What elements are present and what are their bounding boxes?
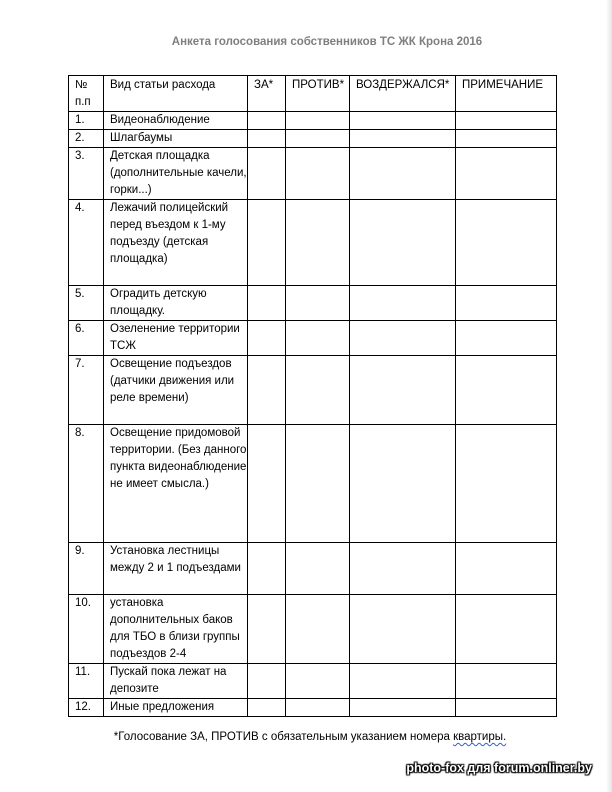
- table-row: [69, 200, 557, 286]
- header-item: Вид статьи расхода: [104, 76, 248, 112]
- row-for-cell[interactable]: [248, 148, 286, 200]
- table-row: [69, 664, 557, 699]
- row-for-cell[interactable]: [248, 543, 286, 595]
- row-abstain-cell[interactable]: [350, 148, 456, 200]
- row-against-cell[interactable]: [286, 130, 350, 148]
- row-abstain-cell[interactable]: [350, 112, 456, 130]
- row-against-cell[interactable]: [286, 356, 350, 425]
- row-note-cell[interactable]: [456, 148, 557, 200]
- table-row: [69, 425, 557, 543]
- table-row: [69, 286, 557, 321]
- row-against-cell[interactable]: [286, 543, 350, 595]
- row-for-cell[interactable]: [248, 130, 286, 148]
- row-num: 8.: [69, 425, 104, 543]
- row-abstain-cell[interactable]: [350, 425, 456, 543]
- row-num: 5.: [69, 286, 104, 321]
- row-against-cell[interactable]: [286, 699, 350, 717]
- row-for-cell[interactable]: [248, 200, 286, 286]
- row-num: 11.: [69, 664, 104, 699]
- row-num: 10.: [69, 595, 104, 664]
- row-against-cell[interactable]: [286, 595, 350, 664]
- row-note-cell[interactable]: [456, 595, 557, 664]
- row-for-cell[interactable]: [248, 286, 286, 321]
- row-item: Лежачий полицейский перед въездом к 1-му подъезду (детская площадка): [104, 200, 248, 286]
- row-num: 2.: [69, 130, 104, 148]
- header-against: ПРОТИВ*: [286, 76, 350, 112]
- table-row: [69, 130, 557, 148]
- row-abstain-cell[interactable]: [350, 699, 456, 717]
- footnote: [0, 731, 612, 743]
- row-num: 9.: [69, 543, 104, 595]
- row-num: 4.: [69, 200, 104, 286]
- row-note-cell[interactable]: [456, 286, 557, 321]
- row-note-cell[interactable]: [456, 664, 557, 699]
- row-for-cell[interactable]: [248, 112, 286, 130]
- row-item: Иные предложения: [104, 699, 248, 717]
- row-abstain-cell[interactable]: [350, 130, 456, 148]
- table-row: [69, 112, 557, 130]
- voting-table: [68, 75, 557, 717]
- row-against-cell[interactable]: [286, 148, 350, 200]
- header-note: ПРИМЕЧАНИЕ: [456, 76, 557, 112]
- row-for-cell[interactable]: [248, 664, 286, 699]
- row-item: Шлагбаумы: [104, 130, 248, 148]
- row-item: Освещение подъездов (датчики движения или реле времени): [104, 356, 248, 425]
- row-note-cell[interactable]: [456, 425, 557, 543]
- table-header-row: [69, 76, 557, 112]
- row-note-cell[interactable]: [456, 130, 557, 148]
- row-for-cell[interactable]: [248, 321, 286, 356]
- row-abstain-cell[interactable]: [350, 664, 456, 699]
- row-note-cell[interactable]: [456, 699, 557, 717]
- row-item: Озеленение территории ТСЖ: [104, 321, 248, 356]
- row-num: 1.: [69, 112, 104, 130]
- row-item: Освещение придомовой территории. (Без данного пункта видеонаблюдение не имеет смысла.): [104, 425, 248, 543]
- row-against-cell[interactable]: [286, 321, 350, 356]
- row-note-cell[interactable]: [456, 321, 557, 356]
- header-for: ЗА*: [248, 76, 286, 112]
- row-item: Оградить детскую площадку.: [104, 286, 248, 321]
- table-row: [69, 356, 557, 425]
- table-row: [69, 148, 557, 200]
- row-abstain-cell[interactable]: [350, 321, 456, 356]
- row-item: Установка лестницы между 2 и 1 подъездами: [104, 543, 248, 595]
- row-num: 3.: [69, 148, 104, 200]
- row-for-cell[interactable]: [248, 595, 286, 664]
- row-num: 7.: [69, 356, 104, 425]
- row-num: 6.: [69, 321, 104, 356]
- document-title: Анкета голосования собственников ТС ЖК Крона 2016: [171, 36, 483, 48]
- row-item: Пускай пока лежат на депозите: [104, 664, 248, 699]
- row-item: Видеонаблюдение: [104, 112, 248, 130]
- row-note-cell[interactable]: [456, 543, 557, 595]
- table-row: [69, 543, 557, 595]
- row-for-cell[interactable]: [248, 425, 286, 543]
- row-note-cell[interactable]: [456, 112, 557, 130]
- row-num: 12.: [69, 699, 104, 717]
- row-item: установка дополнительных баков для ТБО в близи группы подъездов 2-4: [104, 595, 248, 664]
- row-abstain-cell[interactable]: [350, 595, 456, 664]
- watermark: photo-fox для forum.onliner.by: [406, 761, 592, 775]
- row-against-cell[interactable]: [286, 112, 350, 130]
- row-against-cell[interactable]: [286, 286, 350, 321]
- page-edge-shadow: [606, 0, 612, 792]
- footnote-text: *Голосование ЗА, ПРОТИВ с обязательным указанием номера: [113, 731, 454, 743]
- row-item: Детская площадка (дополнительные качели, горки...): [104, 148, 248, 200]
- row-abstain-cell[interactable]: [350, 356, 456, 425]
- header-num: № п.п: [69, 76, 104, 112]
- row-note-cell[interactable]: [456, 356, 557, 425]
- footnote-underlined-word: квартиры.: [453, 731, 507, 743]
- row-abstain-cell[interactable]: [350, 200, 456, 286]
- row-against-cell[interactable]: [286, 425, 350, 543]
- row-abstain-cell[interactable]: [350, 286, 456, 321]
- header-abstain: ВОЗДЕРЖАЛСЯ*: [350, 76, 456, 112]
- row-for-cell[interactable]: [248, 356, 286, 425]
- row-against-cell[interactable]: [286, 664, 350, 699]
- table-row: [69, 321, 557, 356]
- row-for-cell[interactable]: [248, 699, 286, 717]
- row-against-cell[interactable]: [286, 200, 350, 286]
- row-note-cell[interactable]: [456, 200, 557, 286]
- table-row: [69, 699, 557, 717]
- table-row: [69, 595, 557, 664]
- row-abstain-cell[interactable]: [350, 543, 456, 595]
